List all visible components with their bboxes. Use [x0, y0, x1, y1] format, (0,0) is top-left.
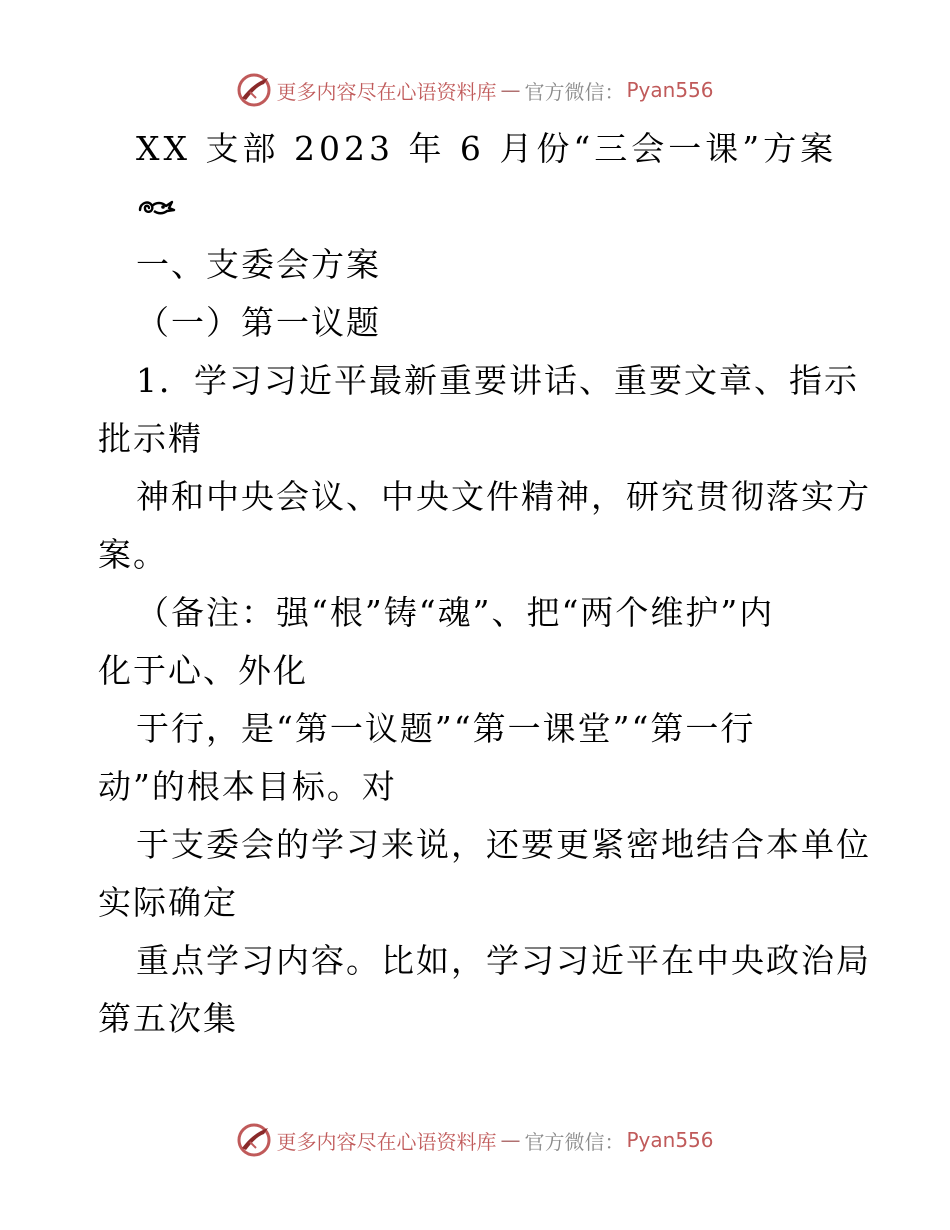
- paragraph-line: 批示精: [98, 419, 203, 458]
- watermark-wechat-label: 官方微信：: [524, 79, 625, 104]
- watermark-text: 更多内容尽在心语资料库: [276, 79, 497, 104]
- watermark-wechat-id: Pyan556: [626, 78, 714, 102]
- paragraph-line: 于支委会的学习来说，还要更紧密地结合本单位: [136, 825, 871, 864]
- paragraph-line: 化于心、外化: [98, 651, 308, 690]
- watermark-wechat-id: Pyan556: [626, 1128, 714, 1152]
- paragraph-line: 神和中央会议、中央文件精神，研究贯彻落实方: [136, 477, 871, 516]
- footer-watermark: [0, 1120, 950, 1160]
- paragraph-line: 于行，是“第一议题”“第一课堂”“第一行: [136, 709, 756, 748]
- brush-logo-icon: [236, 72, 272, 108]
- watermark-dash: —: [500, 78, 521, 102]
- paragraph-line: 1．学习习近平最新重要讲话、重要文章、指示: [136, 361, 859, 400]
- section-heading: 一、支委会方案: [136, 245, 381, 284]
- paragraph-line: 重点学习内容。比如，学习习近平在中央政治局: [136, 941, 871, 980]
- paragraph-line: （备注：强“根”铸“魂”、把“两个维护”内: [136, 593, 775, 632]
- paragraph-line: 案。: [98, 535, 168, 574]
- ornament-row: [98, 178, 868, 236]
- paragraph-line: 实际确定: [98, 883, 238, 922]
- document-title: XX 支部 2023 年 6 月份“三会一课”方案: [136, 129, 838, 168]
- watermark-text: 更多内容尽在心语资料库: [276, 1129, 497, 1154]
- watermark-dash: —: [500, 1128, 521, 1152]
- watermark-wechat-label: 官方微信：: [524, 1129, 625, 1154]
- fleuron-ornament-icon: [136, 194, 176, 220]
- paragraph-line: 第五次集: [98, 999, 238, 1038]
- header-watermark: [0, 70, 950, 110]
- subsection-heading: （一）第一议题: [136, 303, 381, 342]
- paragraph-line: 动”的根本目标。对: [98, 767, 397, 806]
- brush-logo-icon: [236, 1122, 272, 1158]
- document-body: [98, 120, 871, 1048]
